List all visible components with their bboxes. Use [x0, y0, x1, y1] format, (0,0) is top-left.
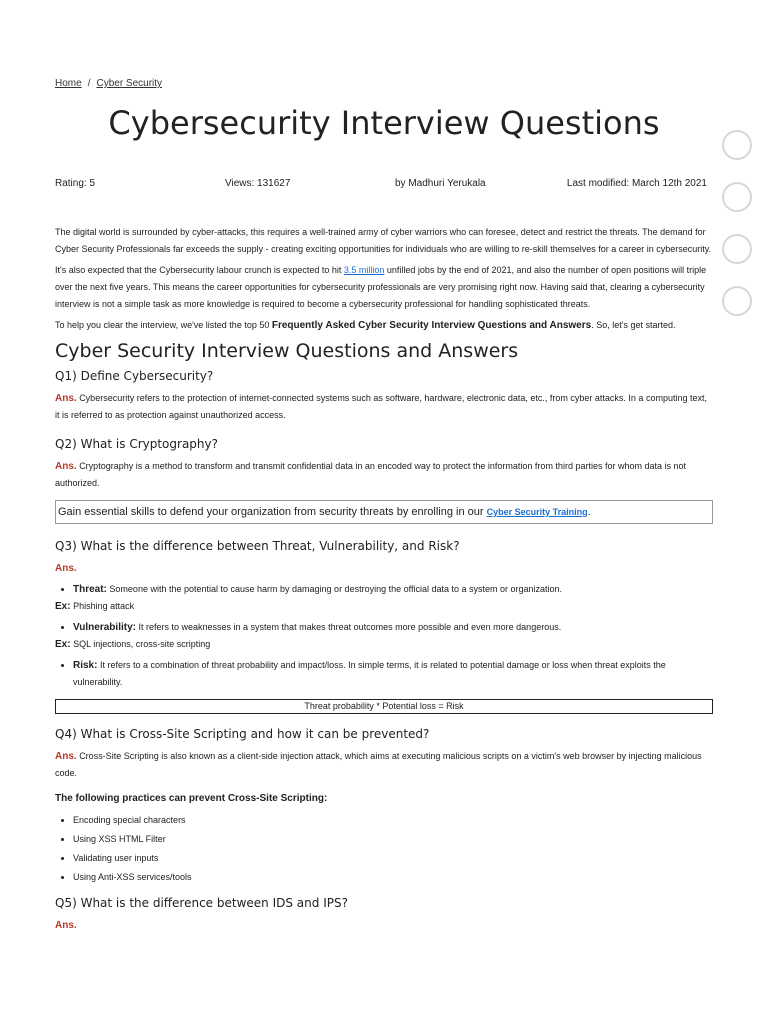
- list-item: • Using Anti-XSS services/tools: [73, 868, 713, 887]
- training-callout: Gain essential skills to defend your organization from security threats by enrolling in our Cyber Security Training.: [55, 500, 713, 524]
- intro-paragraph-3: To help you clear the interview, we've listed the top 50 Frequently Asked Cyber Security Interview Questions and Answers. So, let's get started.: [55, 320, 676, 331]
- article-body: [55, 224, 713, 938]
- breadcrumb: [55, 78, 162, 89]
- stat-link[interactable]: 3.5 million: [343, 265, 385, 275]
- practices-list: [55, 811, 713, 887]
- question-2-heading: Q2) What is Cryptography?: [55, 437, 218, 451]
- list-item: • Threat: Someone with the potential to cause harm by damaging or destroying the official data to a system or organization.: [73, 581, 713, 598]
- answer-label-block: Ans.: [55, 920, 77, 931]
- training-link[interactable]: Cyber Security Training: [486, 507, 588, 517]
- list-item: • Vulnerability: It refers to weaknesses in a system that makes threat outcomes more possible and even more dangerous.: [73, 619, 713, 636]
- vulnerability-list: [55, 619, 713, 636]
- breadcrumb-separator: /: [87, 78, 91, 89]
- share-circle-icon[interactable]: [722, 286, 752, 316]
- breadcrumb-home-link[interactable]: Home: [55, 78, 82, 89]
- rating: Rating: 5: [55, 178, 96, 189]
- question-1-answer: Ans. Cybersecurity refers to the protection of internet-connected systems such as software, hardware, electronic data, etc., from cyber attacks. In a computing text, it is referred to as protection against unauthorized access.: [55, 393, 707, 420]
- share-circle-icon[interactable]: [722, 182, 752, 212]
- threat-list: [55, 581, 713, 598]
- practices-heading: The following practices can prevent Cross-Site Scripting:: [55, 793, 328, 804]
- example-line: Ex: Phishing attack: [55, 601, 135, 612]
- intro-paragraph-1: The digital world is surrounded by cyber-attacks, this requires a well-trained army of cyber warriors who can foresee, detect and restrict the threats. The demand for Cyber Security Professionals far exceeds the supply - creating exciting opportunities for individuals who are willing to re-skill themselves for a career in cybersecurity.: [55, 227, 712, 254]
- question-5-heading: Q5) What is the difference between IDS and IPS?: [55, 896, 348, 910]
- intro-paragraph-2: It's also expected that the Cybersecurity labour crunch is expected to hit 3.5 million unfilled jobs by the end of 2021, and also the number of open positions will triple over the next five years. This means the career opportunities for cybersecurity professionals are very promising right now. Having said that, clearing a cybersecurity interview is not a simple task as more knowledge is required to become a cybersecurity professional for handling sophisticated threats.: [55, 265, 707, 309]
- share-circle-icon[interactable]: [722, 234, 752, 264]
- list-item: • Using XSS HTML Filter: [73, 830, 713, 849]
- last-modified: Last modified: March 12th 2021: [566, 178, 707, 189]
- page-title: Cybersecurity Interview Questions: [108, 104, 660, 142]
- example-line: Ex: SQL injections, cross-site scripting: [55, 639, 211, 650]
- answer-label-block: Ans.: [55, 563, 77, 574]
- list-item: • Encoding special characters: [73, 811, 713, 830]
- breadcrumb-category-link[interactable]: Cyber Security: [96, 78, 163, 89]
- answer-label: Ans.: [55, 393, 77, 404]
- risk-list: [55, 657, 713, 691]
- answer-label: Ans.: [55, 461, 77, 472]
- views-count: Views: 131627: [225, 178, 291, 189]
- list-item: • Validating user inputs: [73, 849, 713, 868]
- author: by Madhuri Yerukala: [395, 178, 486, 189]
- risk-formula: Threat probability * Potential loss = Risk: [55, 699, 713, 714]
- question-4-heading: Q4) What is Cross-Site Scripting and how it can be prevented?: [55, 727, 430, 741]
- question-3-heading: Q3) What is the difference between Threat, Vulnerability, and Risk?: [55, 539, 460, 553]
- question-1-heading: Q1) Define Cybersecurity?: [55, 369, 214, 383]
- list-item: • Risk: It refers to a combination of threat probability and impact/loss. In simple terms, it is related to potential damage or loss when threat exploits the vulnerability.: [73, 657, 713, 691]
- share-circle-icon[interactable]: [722, 130, 752, 160]
- section-heading: Cyber Security Interview Questions and Answers: [55, 340, 519, 362]
- question-4-answer: Ans. Cross-Site Scripting is also known as a client-side injection attack, which aims at executing malicious scripts on a victim's web browser by injecting malicious code.: [55, 751, 702, 778]
- question-2-answer: Ans. Cryptography is a method to transform and transmit confidential data in an encoded way to protect the information from third parties for whom data is not authorized.: [55, 461, 686, 488]
